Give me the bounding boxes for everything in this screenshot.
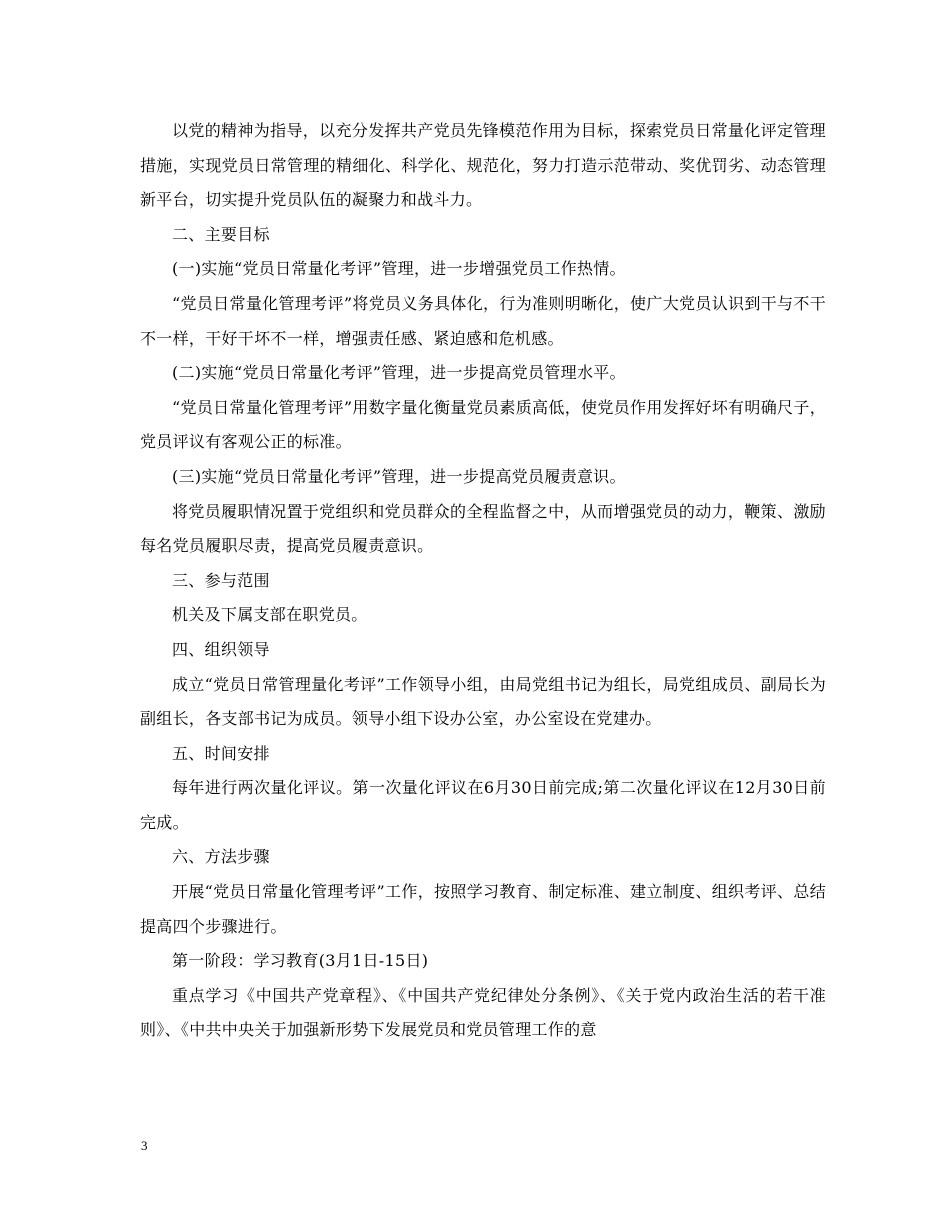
section-heading-schedule: 五、时间安排 [172, 743, 270, 763]
subheading-goal-3: (三)实施“党员日常量化考评”管理，进一步提高党员履责意识。 [172, 466, 626, 486]
paragraph-scope: 机关及下属支部在职党员。 [172, 605, 368, 625]
section-heading-scope: 三、参与范围 [172, 570, 270, 590]
subheading-goal-1: (一)实施“党员日常量化考评”管理，进一步增强党员工作热情。 [172, 259, 626, 279]
paragraph-goal-1: “党员日常量化管理考评”将党员义务具体化，行为准则明晰化，使广大党员认识到干与不干不一样，干好干坏不一样，增强责任感、紧迫感和危机感。 [140, 293, 826, 348]
paragraph-leadership: 成立“党员日常管理量化考评”工作领导小组，由局党组书记为组长，局党组成员、副局长为副组长，各支部书记为成员。领导小组下设办公室，办公室设在党建办。 [140, 674, 826, 729]
paragraph-goal-2: “党员日常量化管理考评”用数字量化衡量党员素质高低，使党员作用发挥好坏有明确尺子，党员评议有客观公正的标准。 [140, 397, 826, 452]
paragraph-schedule: 每年进行两次量化评议。第一次量化评议在6月30日前完成;第二次量化评议在12月30日前完成。 [140, 778, 826, 832]
section-heading-leadership: 四、组织领导 [172, 639, 270, 659]
document-body [140, 114, 826, 1048]
paragraph-goal-3: 将党员履职情况置于党组织和党员群众的全程监督之中，从而增强党员的动力，鞭策、激励每名党员履职尽责，提高党员履责意识。 [140, 501, 826, 556]
section-heading-main-goals: 二、主要目标 [172, 224, 270, 244]
paragraph-study-list: 重点学习《中国共产党章程》、《中国共产党纪律处分条例》、《关于党内政治生活的若干准则》、《中共中央关于加强新形势下发展党员和党员管理工作的意 [140, 985, 826, 1040]
paragraph-intro: 以党的精神为指导，以充分发挥共产党员先锋模范作用为目标，探索党员日常量化评定管理措施，实现党员日常管理的精细化、科学化、规范化，努力打造示范带动、奖优罚劣、动态管理新平台，切实提升党员队伍的凝聚力和战斗力。 [140, 121, 826, 210]
section-heading-methods: 六、方法步骤 [172, 847, 270, 867]
subheading-goal-2: (二)实施“党员日常量化考评”管理，进一步提高党员管理水平。 [172, 363, 626, 383]
paragraph-stage-1: 第一阶段：学习教育(3月1日-15日) [172, 951, 429, 971]
paragraph-methods: 开展“党员日常量化管理考评”工作，按照学习教育、制定标准、建立制度、组织考评、总结提高四个步骤进行。 [140, 882, 826, 936]
page-number: 3 [141, 1138, 148, 1153]
